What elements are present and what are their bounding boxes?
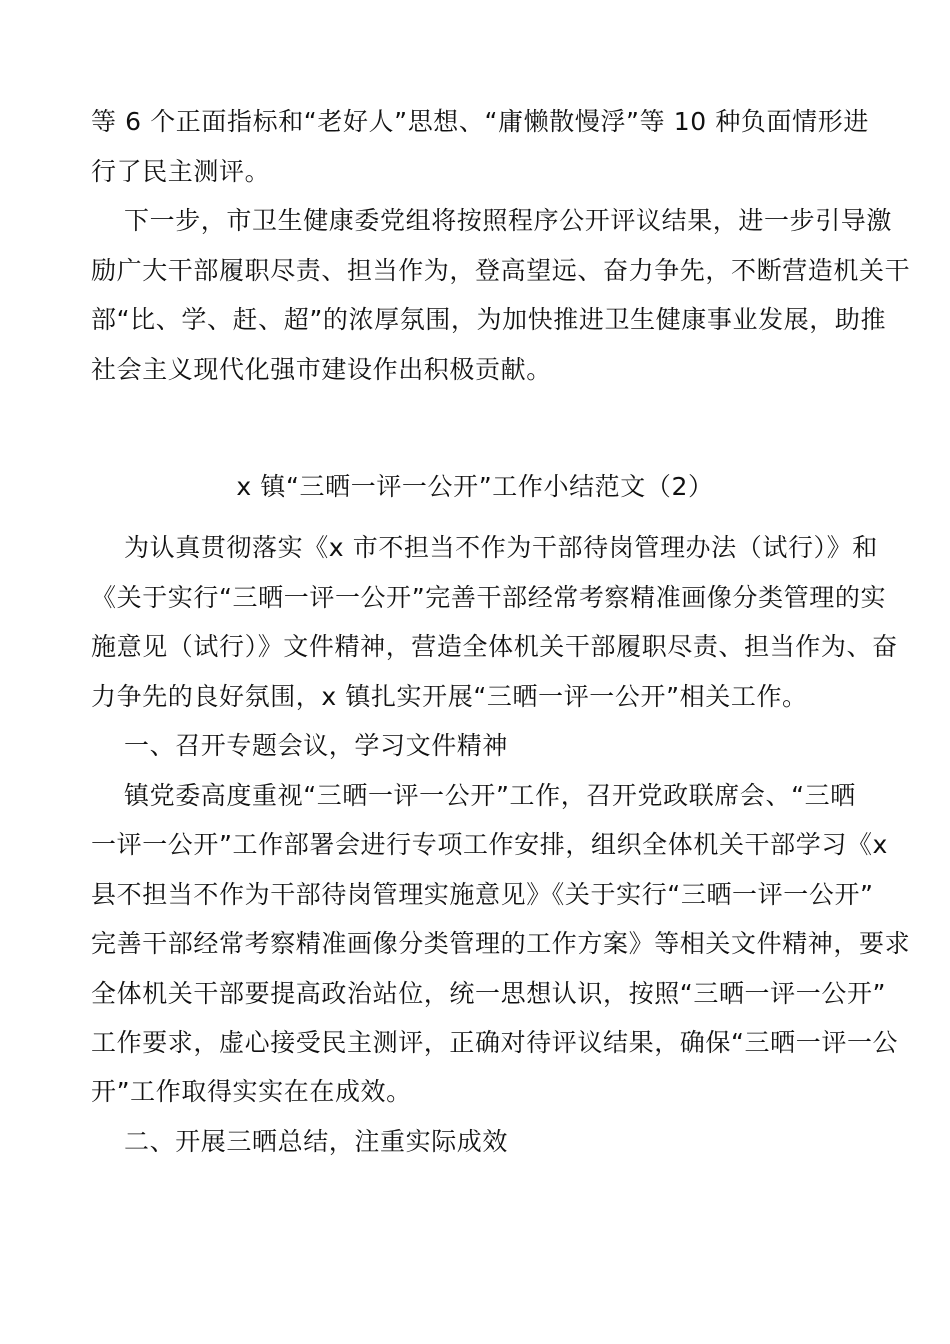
paragraph-line: 完善干部经常考察精准画像分类管理的工作方案》等相关文件精神，要求 <box>91 929 911 958</box>
paragraph-line: 工作要求，虚心接受民主测评，正确对待评议结果，确保“三晒一评一公 <box>91 1028 899 1057</box>
paragraph-line: 等 6 个正面指标和“老好人”思想、“庸懒散慢浮”等 10 种负面情形进 <box>91 107 869 136</box>
paragraph-line: 施意见（试行）》文件精神，营造全体机关干部履职尽责、担当作为、奋 <box>91 632 898 661</box>
section-heading: 二、开展三晒总结，注重实际成效 <box>124 1127 509 1156</box>
paragraph-line: 行了民主测评。 <box>91 157 271 186</box>
paragraph-line: 一评一公开”工作部署会进行专项工作安排，组织全体机关干部学习《x <box>91 830 888 859</box>
paragraph-line: 为认真贯彻落实《x 市不担当不作为干部待岗管理办法（试行）》和 <box>124 533 878 562</box>
paragraph-line: 下一步，市卫生健康委党组将按照程序公开评议结果，进一步引导激 <box>124 206 893 235</box>
document-title: x 镇“三晒一评一公开”工作小结范文（2） <box>236 472 714 501</box>
paragraph-line: 社会主义现代化强市建设作出积极贡献。 <box>91 355 552 384</box>
paragraph-line: 励广大干部履职尽责、担当作为，登高望远、奋力争先，不断营造机关干 <box>91 256 911 285</box>
paragraph-line: 《关于实行“三晒一评一公开”完善干部经常考察精准画像分类管理的实 <box>91 583 887 612</box>
paragraph-line: 开”工作取得实实在在成效。 <box>91 1077 412 1106</box>
section-heading: 一、召开专题会议，学习文件精神 <box>124 731 509 760</box>
paragraph-line: 部“比、学、赶、超”的浓厚氛围，为加快推进卫生健康事业发展，助推 <box>91 305 887 334</box>
paragraph-line: 力争先的良好氛围，x 镇扎实开展“三晒一评一公开”相关工作。 <box>91 682 808 711</box>
paragraph-line: 全体机关干部要提高政治站位，统一思想认识，按照“三晒一评一公开” <box>91 979 887 1008</box>
paragraph-line: 镇党委高度重视“三晒一评一公开”工作，召开党政联席会、“三晒 <box>124 781 856 810</box>
paragraph-line: 县不担当不作为干部待岗管理实施意见》《关于实行“三晒一评一公开” <box>91 880 874 909</box>
